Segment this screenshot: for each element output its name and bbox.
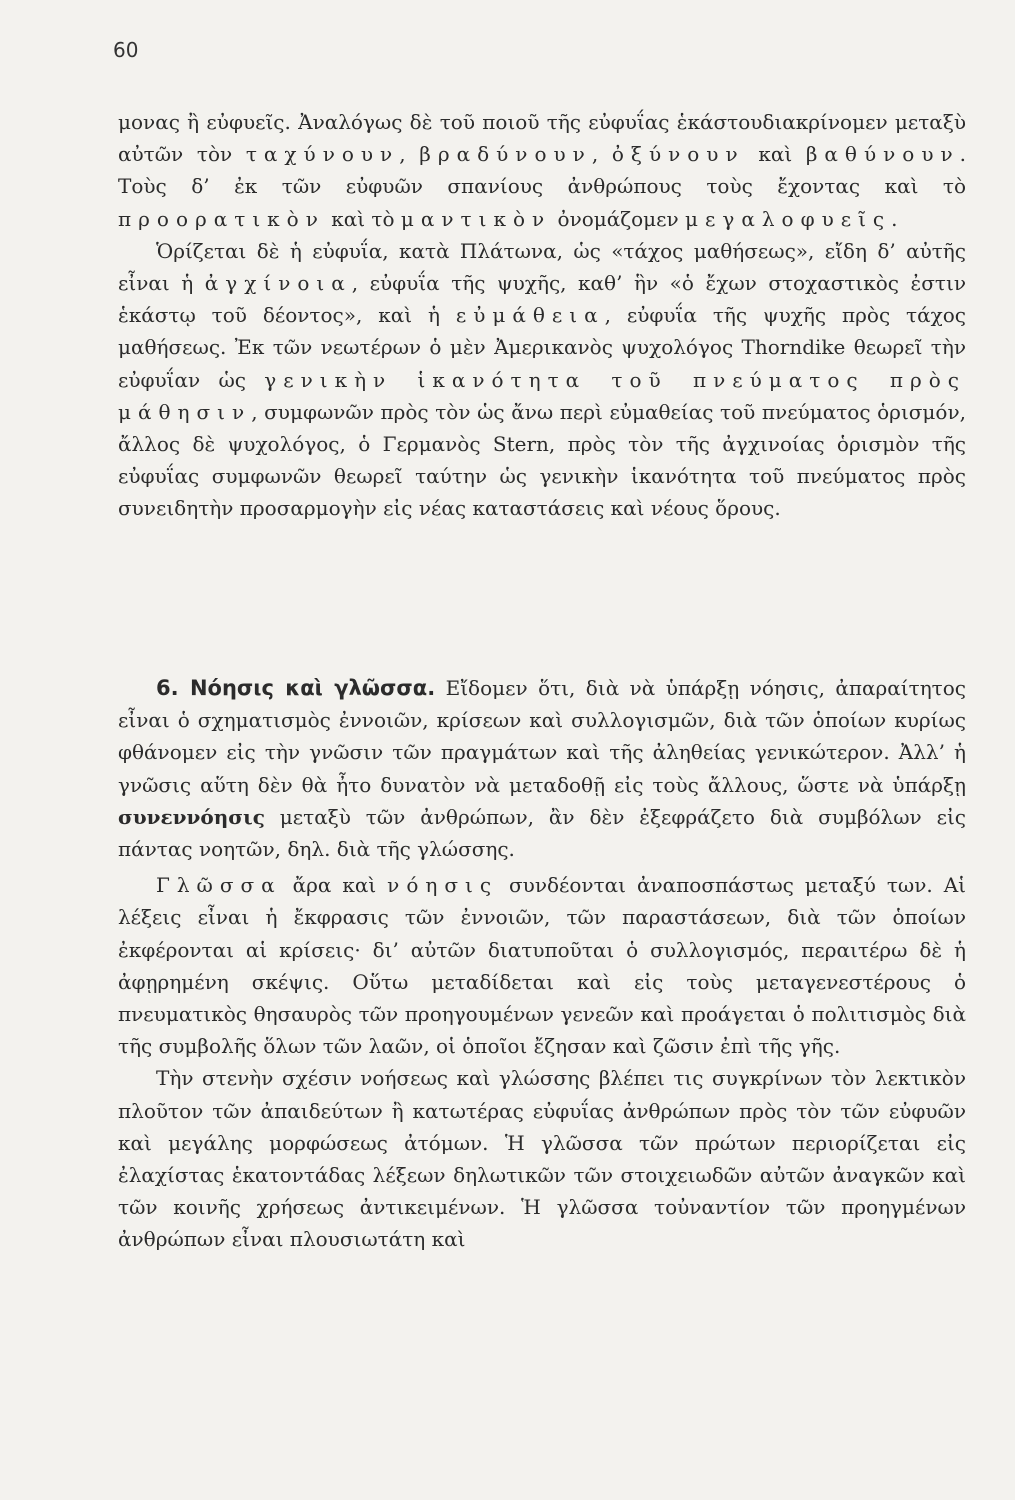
text-run: Τὴν στενὴν σχέσιν νοήσεως καὶ γλώσσης βλέπει τις συγκρίνων τὸν λεκτικὸν πλοῦτον τῶν ἀπαιδεύτων ἢ κατωτέρας εὐφυΐας ἀνθρώπων πρὸς τὸν τῶν εὐφυῶν καὶ μεγάλης μορφώσεως ἀτόμων. Ἡ γλῶσσα τῶν πρώτων περιορίζεται εἰς ἐλαχίστας ἑκατοντάδας λέξεων δηλωτικῶν τῶν στοιχειωδῶν αὐτῶν ἀναγκῶν καὶ τῶν κοινῆς χρήσεως ἀντικειμένων. Ἡ γλῶσσα τοὐναντίον τῶν προηγμένων ἀνθρώπων εἶναι πλουσιωτάτη καὶ bbox=[118, 1066, 966, 1252]
text-run: . bbox=[891, 206, 898, 231]
text-run: καὶ τὸ bbox=[324, 206, 401, 231]
spaced-term: ἀγχίνοια bbox=[204, 271, 352, 296]
spaced-term: μαντικὸν bbox=[400, 206, 552, 231]
page-number: 60 bbox=[113, 38, 139, 62]
text-run: . Τοὺς δ’ ἐκ τῶν εὐφυῶν σπανίους ἀνθρώπους τοὺς ἔχοντας καὶ τὸ bbox=[118, 142, 967, 199]
spaced-term: ὀξύνουν bbox=[611, 142, 745, 167]
text-run: , συμφωνῶν πρὸς τὸν ὡς ἄνω περὶ εὐμαθείας τοῦ πνεύματος ὁρισμόν, ἄλλος δὲ ψυχολόγος, ὁ Γερμανὸς Stern, πρὸς τὸν τῆς ἀγχινοίας ὁρισμὸν τῆς εὐφυΐας συμφωνῶν θεωρεῖ ταύτην ὡς γενικὴν ἱκανότητα τοῦ πνεύματος πρὸς συνειδητὴν προσαρμογὴν εἰς νέας καταστάσεις καὶ νέους ὅρους. bbox=[118, 399, 966, 521]
text-run: Ὁρίζεται δὲ ἡ εὐφυΐα, κατὰ Πλάτωνα, ὡς «τάχος μαθήσεως», εἴδη δ’ αὐτῆς εἶναι ἡ bbox=[118, 238, 966, 296]
spaced-term: Γλῶσσα bbox=[156, 873, 282, 898]
text-block-lower bbox=[118, 672, 966, 1256]
bold-term: συνεννόησις bbox=[118, 804, 265, 829]
text-run: ἄρα καὶ bbox=[281, 873, 388, 898]
text-run: , bbox=[591, 142, 612, 167]
spaced-term: βαθύνουν bbox=[805, 142, 960, 167]
text-run: μονας ἢ εὐφυεῖς. Ἀναλόγως δὲ τοῦ ποιοῦ τῆς εὐφυΐας ἑκάστουδιακρίνομεν μεταξὺ αὐτῶν τὸν bbox=[118, 110, 966, 167]
paragraph-4 bbox=[118, 869, 966, 1062]
paragraph-2 bbox=[118, 235, 966, 525]
paragraph-1 bbox=[118, 106, 966, 235]
text-run: ὀνομάζομεν bbox=[551, 206, 686, 231]
spaced-term: εὐμάθεια bbox=[455, 303, 605, 328]
spaced-term: βραδύνουν bbox=[419, 142, 592, 167]
text-run: , bbox=[399, 142, 420, 167]
text-run: μεταξὺ τῶν ἀνθρώπων, ἂν δὲν ἐξεφράζετο διὰ συμβόλων εἰς πάντας νοητῶν, δηλ. διὰ τῆς γλώσσης. bbox=[118, 804, 966, 862]
spaced-term: μεγαλοφυεῖς bbox=[685, 206, 892, 231]
spaced-term: ταχύνουν bbox=[245, 142, 400, 167]
spaced-term: προορατικὸν bbox=[118, 206, 325, 231]
section-heading: 6. Νόησις καὶ γλῶσσα. bbox=[156, 676, 436, 700]
paragraph-5 bbox=[118, 1062, 966, 1255]
text-block-upper bbox=[118, 106, 966, 525]
text-run: συνδέονται ἀναποσπάστως μεταξύ των. Αἱ λέξεις εἶναι ἡ ἔκφρασις τῶν ἐννοιῶν, τῶν παραστάσεων, διὰ τῶν ὁποίων ἐκφέρονται αἱ κρίσεις· δι’ αὐτῶν διατυποῦται ὁ συλλογισμός, περαιτέρω δὲ ἡ ἀφῃρημένη σκέψις. Οὕτω μεταδίδεται καὶ εἰς τοὺς μεταγενεστέρους ὁ πνευματικὸς θησαυρὸς τῶν προηγουμένων γενεῶν καὶ προάγεται ὁ πολιτισμὸς διὰ τῆς συμβολῆς ὅλων τῶν λαῶν, οἱ ὁποῖοι ἔζησαν καὶ ζῶσιν ἐπὶ τῆς γῆς. bbox=[118, 873, 966, 1059]
paragraph-3 bbox=[118, 672, 966, 865]
spaced-term: γενικὴν ἱκανότητα τοῦ πνεύματος πρὸς μάθησιν bbox=[118, 367, 966, 424]
text-run: Εἴδομεν ὅτι, διὰ νὰ ὑπάρξῃ νόησις, ἀπαραίτητος εἶναι ὁ σχηματισμὸς ἐννοιῶν, κρίσεων καὶ συλλογισμῶν, διὰ τῶν ὁποίων κυρίως φθάνομεν εἰς τὴν γνῶσιν τῶν πραγμάτων καὶ τῆς ἀληθείας γενικώτερον. Ἀλλ’ ἡ γνῶσις αὕτη δὲν θὰ ἦτο δυνατὸν νὰ μεταδοθῇ εἰς τοὺς ἄλλους, ὥστε νὰ ὑπάρξῃ bbox=[118, 676, 966, 797]
text-run: , εὐφυΐα τῆς ψυχῆς, καθ’ ἣν «ὁ ἔχων στοχαστικὸς ἐστιν ἑκάστῳ τοῦ δέοντος», καὶ ἡ bbox=[118, 271, 967, 328]
text-run: , εὐφυΐα τῆς ψυχῆς πρὸς τάχος μαθήσεως. Ἐκ τῶν νεωτέρων ὁ μὲν Ἀμερικανὸς ψυχολόγος Thorndike θεωρεῖ τὴν εὐφυΐαν ὡς bbox=[118, 303, 966, 392]
text-run: καὶ bbox=[744, 142, 806, 167]
spaced-term: νόησις bbox=[387, 873, 499, 898]
